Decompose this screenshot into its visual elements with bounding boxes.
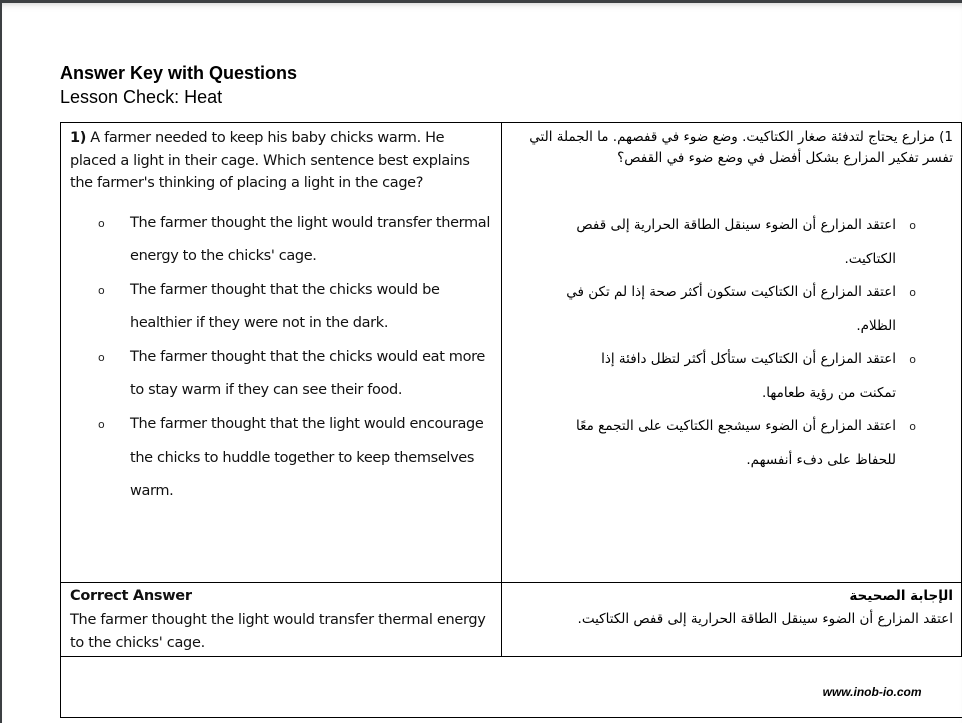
question-body: A farmer needed to keep his baby chicks warm. He placed a light in their cage. Which sentence best explains the farmer's thinking of placing a light in the cage? [70,130,470,191]
correct-answer-label-arabic: الإجابة الصحيحة [849,588,953,604]
footer-row [61,656,962,717]
bullet-icon: o [98,216,105,230]
option-text: The farmer thought that the chicks would eat more to stay warm if they can see their food. [130,348,485,399]
option-text-arabic: اعتقد المزارع أن الضوء سينقل الطاقة الحرارية إلى قفص الكتاكيت. [576,217,896,267]
question-text-arabic: 1) مزارع يحتاج لتدفئة صغار الكتاكيت. وضع ضوء في قفصهم. ما الجملة التي تفسر تفكير المزارع بشكل أفضل في وضع ضوء في القفص؟ [529,129,953,166]
answer-cell-arabic [501,583,961,657]
bullet-icon: o [909,353,916,366]
answer-cell-english [61,583,502,657]
document-subtitle: Lesson Check: Heat [60,87,223,107]
option-text-arabic: اعتقد المزارع أن الضوء سيشجع الكتاكيت على التجمع معًا للحفاظ على دفء أنفسهم. [576,418,896,468]
question-table [60,122,962,718]
correct-answer-text: The farmer thought the light would transfer thermal energy to the chicks' cage. [70,611,486,651]
option-item [70,207,493,274]
question-cell-arabic [501,123,961,583]
bullet-icon: o [909,420,916,433]
option-text: The farmer thought the light would transfer thermal energy to the chicks' cage. [130,214,490,265]
website-watermark: www.inob-io.com [822,684,922,699]
question-number: 1) [70,130,87,146]
bullet-icon: o [98,283,105,297]
question-text-english [70,127,493,195]
document-title: Answer Key with Questions [60,63,298,83]
option-item [70,341,493,408]
option-item-arabic [502,276,961,343]
option-item-arabic [502,343,961,410]
option-text-arabic: اعتقد المزارع أن الكتاكيت ستأكل أكثر لتظل دافئة إذا تمكنت من رؤية طعامها. [601,351,896,401]
bullet-icon: o [909,286,916,299]
option-item-arabic [502,209,961,276]
option-item [70,408,493,509]
options-list-english [70,207,493,509]
option-text-arabic: اعتقد المزارع أن الكتاكيت ستكون أكثر صحة إذا لم تكن في الظلام. [566,284,896,334]
option-text: The farmer thought that the chicks would be healthier if they were not in the dark. [130,281,440,332]
bullet-icon: o [98,350,105,364]
correct-answer-label: Correct Answer [70,588,192,604]
option-item-arabic [502,410,961,477]
option-text: The farmer thought that the light would encourage the chicks to huddle together to keep themselves warm. [130,416,484,500]
bullet-icon: o [98,418,105,432]
question-cell-english [61,123,502,583]
question-row [61,123,962,583]
footer-cell [61,656,962,717]
options-list-arabic [502,209,961,477]
document-page [2,3,962,723]
correct-answer-text-arabic: اعتقد المزارع أن الضوء سينقل الطاقة الحرارية إلى قفص الكتاكيت. [577,611,953,627]
bullet-icon: o [909,219,916,232]
option-item [70,274,493,341]
answer-row [61,583,962,657]
